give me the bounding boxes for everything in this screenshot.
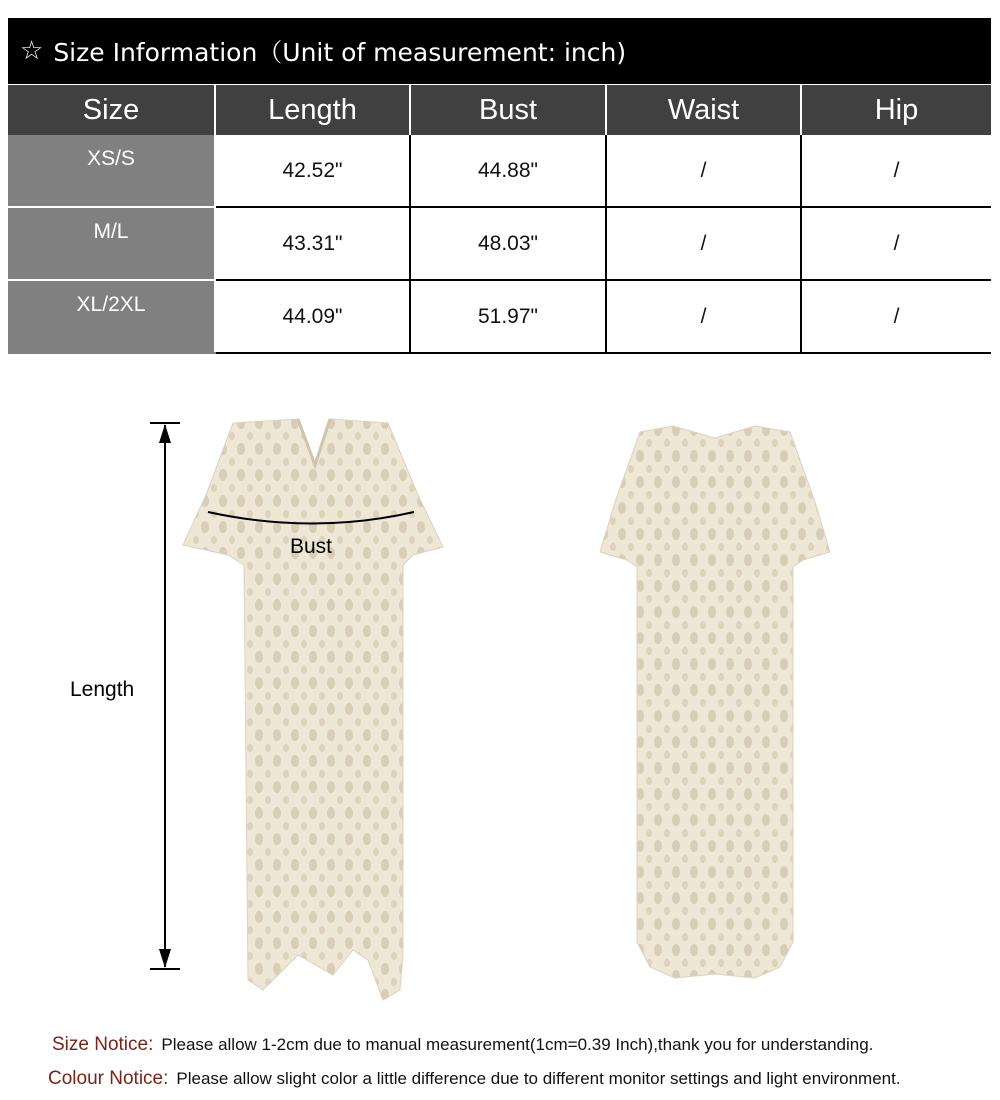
- garment-diagram: [0, 400, 1000, 1020]
- length-cell: 43.31": [215, 207, 410, 280]
- table-row: [8, 135, 991, 207]
- bust-cell: 48.03": [410, 207, 606, 280]
- size-notice: [52, 1034, 873, 1056]
- size-cell: XL/2XL: [8, 280, 215, 353]
- hip-cell: /: [801, 280, 991, 353]
- table-row: [8, 280, 991, 353]
- size-notice-text: Please allow 1-2cm due to manual measurement(1cm=0.39 Inch),thank you for understanding.: [161, 1035, 874, 1054]
- waist-cell: /: [606, 207, 801, 280]
- size-table: [8, 85, 991, 354]
- waist-cell: /: [606, 280, 801, 353]
- star-icon: ☆: [20, 36, 44, 66]
- back-garment-image: [595, 422, 835, 992]
- colour-notice-text: Please allow slight color a little difference due to different monitor settings and light environment.: [176, 1069, 901, 1088]
- hip-cell: /: [801, 135, 991, 207]
- length-label: Length: [70, 678, 135, 701]
- length-cell: 44.09": [215, 280, 410, 353]
- table-header-row: [8, 85, 991, 135]
- column-header-hip: Hip: [801, 85, 991, 135]
- colour-notice-label: Colour Notice:: [48, 1068, 169, 1089]
- length-cell: 42.52": [215, 135, 410, 207]
- size-notice-label: Size Notice:: [52, 1034, 154, 1055]
- waist-cell: /: [606, 135, 801, 207]
- bust-cell: 51.97": [410, 280, 606, 353]
- column-header-waist: Waist: [606, 85, 801, 135]
- size-cell: XS/S: [8, 135, 215, 207]
- column-header-length: Length: [215, 85, 410, 135]
- front-garment-image: [178, 415, 448, 1005]
- title-bar: [8, 18, 991, 84]
- table-row: [8, 207, 991, 280]
- colour-notice: [48, 1068, 901, 1090]
- bust-label: Bust: [290, 535, 333, 558]
- page-title: Size Information（Unit of measurement: inch): [53, 38, 627, 67]
- hip-cell: /: [801, 207, 991, 280]
- size-cell: M/L: [8, 207, 215, 280]
- bust-cell: 44.88": [410, 135, 606, 207]
- column-header-size: Size: [8, 85, 215, 135]
- column-header-bust: Bust: [410, 85, 606, 135]
